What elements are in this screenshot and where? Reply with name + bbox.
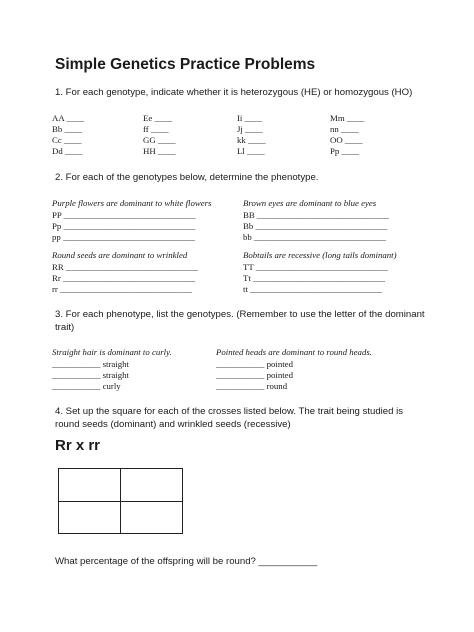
trait-heading: Bobtails are recessive (long tails dominant) [243, 250, 397, 260]
genotype-blank[interactable]: Ii ____ [237, 113, 263, 123]
phenotype-blank[interactable]: pp ______________________________ [52, 232, 195, 242]
phenotype-blank[interactable]: TT ______________________________ [243, 262, 388, 272]
genotype-answer-blank[interactable]: ___________ straight [52, 370, 129, 380]
phenotype-blank[interactable]: Tt ______________________________ [243, 273, 385, 283]
trait-heading: Brown eyes are dominant to blue eyes [243, 198, 377, 208]
page-title: Simple Genetics Practice Problems [55, 56, 316, 73]
phenotype-blank[interactable]: RR ______________________________ [52, 262, 198, 272]
genotype-answer-blank[interactable]: ___________ pointed [216, 359, 293, 369]
trait-heading: Pointed heads are dominant to round heads. [216, 347, 372, 357]
genotype-blank[interactable]: Ee ____ [143, 113, 173, 123]
question-1-text: 1. For each genotype, indicate whether it is heterozygous (HE) or homozygous (HO) [55, 87, 413, 98]
genotype-blank[interactable]: Cc ____ [52, 135, 82, 145]
genotype-blank[interactable]: Mm ____ [330, 113, 365, 123]
trait-heading: Purple flowers are dominant to white flowers [52, 198, 212, 208]
genotype-answer-blank[interactable]: ___________ pointed [216, 370, 293, 380]
phenotype-blank[interactable]: PP ______________________________ [52, 210, 196, 220]
phenotype-blank[interactable]: Rr ______________________________ [52, 273, 195, 283]
genotype-answer-blank[interactable]: ___________ curly [52, 381, 121, 391]
trait-heading: Round seeds are dominant to wrinkled [52, 250, 188, 260]
question-4-text-cont: round seeds (dominant) and wrinkled seeds (recessive) [55, 419, 291, 430]
genotype-blank[interactable]: GG ____ [143, 135, 176, 145]
phenotype-blank[interactable]: tt ______________________________ [243, 284, 383, 294]
genotype-blank[interactable]: Pp ____ [330, 146, 360, 156]
genotype-blank[interactable]: Bb ____ [52, 124, 83, 134]
genotype-answer-blank[interactable]: ___________ round [216, 381, 288, 391]
genotype-blank[interactable]: HH ____ [143, 146, 176, 156]
question-4-text: 4. Set up the square for each of the crosses listed below. The trait being studied is [55, 406, 404, 417]
phenotype-blank[interactable]: Pp ______________________________ [52, 221, 196, 231]
genotype-blank[interactable]: Ll ____ [237, 146, 265, 156]
cross-label: Rr x rr [55, 437, 101, 454]
genotype-blank[interactable]: OO ____ [330, 135, 363, 145]
punnett-divider-horizontal [59, 501, 182, 502]
trait-heading: Straight hair is dominant to curly. [52, 347, 172, 357]
phenotype-blank[interactable]: Bb ______________________________ [243, 221, 388, 231]
question-3-text: 3. For each phenotype, list the genotypes. (Remember to use the letter of the dominant [55, 309, 425, 320]
question-2-text: 2. For each of the genotypes below, determine the phenotype. [55, 172, 319, 183]
genotype-blank[interactable]: Dd ____ [52, 146, 83, 156]
phenotype-blank[interactable]: rr ______________________________ [52, 284, 193, 294]
question-3-text-cont: trait) [55, 322, 75, 333]
genotype-blank[interactable]: Jj ____ [237, 124, 263, 134]
genotype-answer-blank[interactable]: ___________ straight [52, 359, 129, 369]
genotype-blank[interactable]: ff ____ [143, 124, 169, 134]
phenotype-blank[interactable]: BB ______________________________ [243, 210, 389, 220]
genotype-blank[interactable]: AA ____ [52, 113, 85, 123]
phenotype-blank[interactable]: bb ______________________________ [243, 232, 386, 242]
genotype-blank[interactable]: nn ____ [330, 124, 359, 134]
offspring-percentage-question[interactable]: What percentage of the offspring will be round? ___________ [55, 556, 318, 567]
genotype-blank[interactable]: kk ____ [237, 135, 266, 145]
punnett-square[interactable] [58, 468, 183, 534]
